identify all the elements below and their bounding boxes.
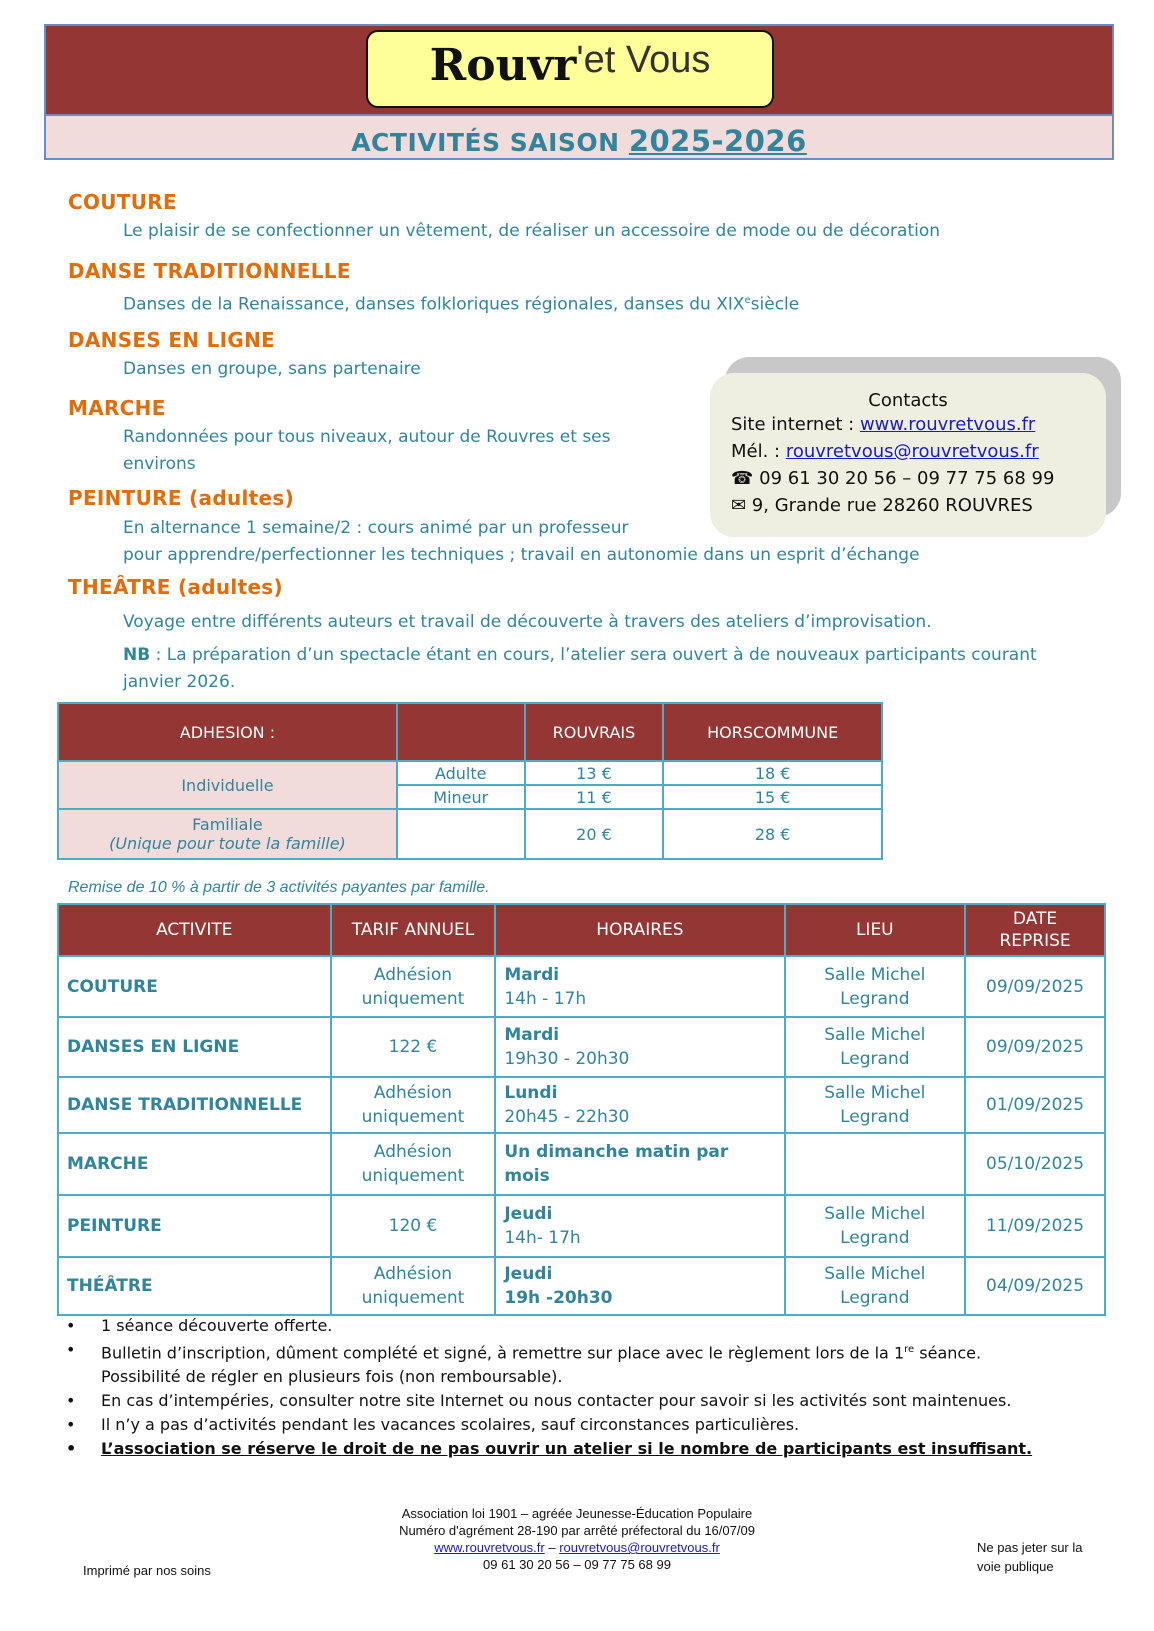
table-row <box>58 1257 1105 1315</box>
activity-desc-peinture: En alternance 1 semaine/2 : cours animé par un professeur pour apprendre/perfectionner les techniques ; travail en autonomie dans un esprit d’échange <box>123 518 920 565</box>
table-cell: 05/10/2025 <box>965 1133 1105 1195</box>
page-title: ACTIVITÉS SAISON 2025-2026 <box>351 124 807 158</box>
table-cell: Individuelle <box>58 761 397 809</box>
list-item: • L’association se réserve le droit de ne pas ouvrir un atelier si le nombre de participants est insuffisant. <box>60 1437 1100 1461</box>
table-cell: Un dimanche matin par mois <box>495 1133 784 1195</box>
table-header: LIEU <box>785 904 966 956</box>
list-item: • 1 séance découverte offerte. <box>60 1314 1100 1338</box>
table-cell: Salle Michel Legrand <box>785 1195 966 1257</box>
contacts-title: Contacts <box>868 390 948 411</box>
adhesion-table <box>57 702 883 860</box>
table-cell: Salle Michel Legrand <box>785 1017 966 1077</box>
table-cell: Salle Michel Legrand <box>785 1257 966 1315</box>
table-row <box>58 1077 1105 1133</box>
season-band <box>46 114 1112 158</box>
table-header <box>397 703 525 761</box>
website-link[interactable]: www.rouvretvous.fr <box>859 414 1036 435</box>
contacts-phone: ☎ 09 61 30 20 56 – 09 77 75 68 99 <box>731 468 1055 489</box>
contacts-address: ✉ 9, Grande rue 28260 ROUVRES <box>731 495 1033 516</box>
table-header: ADHESION : <box>58 703 397 761</box>
table-row <box>58 761 882 785</box>
table-header: ROUVRAIS <box>525 703 664 761</box>
logo-main-text: Rouvr <box>429 40 577 91</box>
footer-disposal-note: Ne pas jeter sur la voie publique <box>977 1540 1083 1574</box>
table-cell: Adhésion uniquement <box>331 956 496 1017</box>
table-cell: 13 € <box>525 761 664 785</box>
table-cell: 11 € <box>525 785 664 809</box>
contacts-box <box>710 373 1106 537</box>
table-cell: Salle Michel Legrand <box>785 956 966 1017</box>
logo-secondary-text: 'et Vous <box>576 39 711 81</box>
theatre-nb-note: NB : La préparation d’un spectacle étant en cours, l’atelier sera ouvert à de nouveaux participants courant janvier 2026. <box>123 645 1037 692</box>
table-row <box>58 956 1105 1017</box>
table-header: HORSCOMMUNE <box>663 703 882 761</box>
table-cell: Mineur <box>397 785 525 809</box>
table-cell: Mardi 14h - 17h <box>495 956 784 1017</box>
contacts-site: Site internet : www.rouvretvous.fr <box>731 414 1036 435</box>
table-cell <box>785 1133 966 1195</box>
table-cell: 11/09/2025 <box>965 1195 1105 1257</box>
activity-title-peinture: PEINTURE (adultes) <box>68 486 295 510</box>
activity-title-couture: COUTURE <box>68 190 177 214</box>
discount-note: Remise de 10 % à partir de 3 activités payantes par famille. <box>68 879 490 896</box>
table-cell: THÉÂTRE <box>58 1257 331 1315</box>
table-row <box>58 809 882 859</box>
table-cell: 04/09/2025 <box>965 1257 1105 1315</box>
table-cell: 01/09/2025 <box>965 1077 1105 1133</box>
table-cell: 120 € <box>331 1195 496 1257</box>
table-cell: DANSES EN LIGNE <box>58 1017 331 1077</box>
activity-desc-danse-traditionnelle: Danses de la Renaissance, danses folkloriques régionales, danses du XIXesiècle <box>123 294 800 315</box>
table-cell: 15 € <box>663 785 882 809</box>
footer-website-link[interactable]: www.rouvretvous.fr <box>434 1540 545 1555</box>
activity-desc-marche: Randonnées pour tous niveaux, autour de Rouvres et ses environs <box>123 427 611 474</box>
header-banner <box>44 24 1114 160</box>
table-cell: Adhésion uniquement <box>331 1077 496 1133</box>
list-item: • Il n’y a pas d’activités pendant les vacances scolaires, sauf circonstances particulières. <box>60 1413 1100 1437</box>
table-header: HORAIRES <box>495 904 784 956</box>
table-row <box>58 1133 1105 1195</box>
table-cell: Adhésion uniquement <box>331 1133 496 1195</box>
table-cell: 122 € <box>331 1017 496 1077</box>
activity-title-danse-traditionnelle: DANSE TRADITIONNELLE <box>68 259 351 283</box>
table-cell: DANSE TRADITIONNELLE <box>58 1077 331 1133</box>
table-cell: 09/09/2025 <box>965 1017 1105 1077</box>
adhesion-header-row <box>58 703 882 761</box>
table-cell: Jeudi 14h- 17h <box>495 1195 784 1257</box>
activity-desc-couture: Le plaisir de se confectionner un vêtement, de réaliser un accessoire de mode ou de décoration <box>123 221 941 241</box>
table-header: TARIF ANNUEL <box>331 904 496 956</box>
table-cell: 09/09/2025 <box>965 956 1105 1017</box>
table-cell: MARCHE <box>58 1133 331 1195</box>
activity-desc-theatre: Voyage entre différents auteurs et travail de découverte à travers des ateliers d’improvisation. <box>123 612 932 632</box>
activity-title-marche: MARCHE <box>68 396 166 420</box>
table-cell: Mardi 19h30 - 20h30 <box>495 1017 784 1077</box>
activity-desc-danses-en-ligne: Danses en groupe, sans partenaire <box>123 359 421 379</box>
email-link[interactable]: rouvretvous@rouvretvous.fr <box>785 441 1039 462</box>
table-header: DATE REPRISE <box>965 904 1105 956</box>
table-cell: PEINTURE <box>58 1195 331 1257</box>
table-row <box>58 1195 1105 1257</box>
table-cell: Adhésion uniquement <box>331 1257 496 1315</box>
header-band <box>46 26 1112 114</box>
activity-title-danses-en-ligne: DANSES EN LIGNE <box>68 328 276 352</box>
logo <box>366 30 774 108</box>
list-item: • En cas d’intempéries, consulter notre site Internet ou nous contacter pour savoir si les activités sont maintenues. <box>60 1389 1100 1413</box>
footer-line: Numéro d'agrément 28-190 par arrêté préfectoral du 16/07/09 <box>399 1523 755 1538</box>
table-cell <box>397 809 525 859</box>
footer-line: 09 61 30 20 56 – 09 77 75 68 99 <box>483 1557 671 1572</box>
footer-email-link[interactable]: rouvretvous@rouvretvous.fr <box>559 1540 720 1555</box>
table-row <box>58 1017 1105 1077</box>
schedule-header-row <box>58 904 1105 956</box>
footer-line: Association loi 1901 – agréée Jeunesse-Éducation Populaire <box>401 1506 753 1521</box>
table-cell: 18 € <box>663 761 882 785</box>
table-header: ACTIVITE <box>58 904 331 956</box>
table-cell: Salle Michel Legrand <box>785 1077 966 1133</box>
footer-links: www.rouvretvous.fr – rouvretvous@rouvretvous.fr <box>434 1540 720 1555</box>
schedule-table <box>57 903 1106 1316</box>
season-year: 2025-2026 <box>628 124 807 158</box>
contacts-mail: Mél. : rouvretvous@rouvretvous.fr <box>731 441 1039 462</box>
notes-list <box>60 1314 1100 1461</box>
table-cell: Jeudi 19h -20h30 <box>495 1257 784 1315</box>
table-cell: Lundi 20h45 - 22h30 <box>495 1077 784 1133</box>
list-item: • Bulletin d’inscription, dûment complété et signé, à remettre sur place avec le règlement lors de la 1re séance. Possibilité de régler en plusieurs fois (non remboursable). <box>60 1338 1100 1389</box>
footer-printed-note: Imprimé par nos soins <box>83 1563 211 1578</box>
table-cell: Adulte <box>397 761 525 785</box>
activity-title-theatre: THEÂTRE (adultes) <box>68 575 283 599</box>
table-cell: Familiale (Unique pour toute la famille) <box>58 809 397 859</box>
table-cell: 20 € <box>525 809 664 859</box>
table-cell: COUTURE <box>58 956 331 1017</box>
table-cell: 28 € <box>663 809 882 859</box>
